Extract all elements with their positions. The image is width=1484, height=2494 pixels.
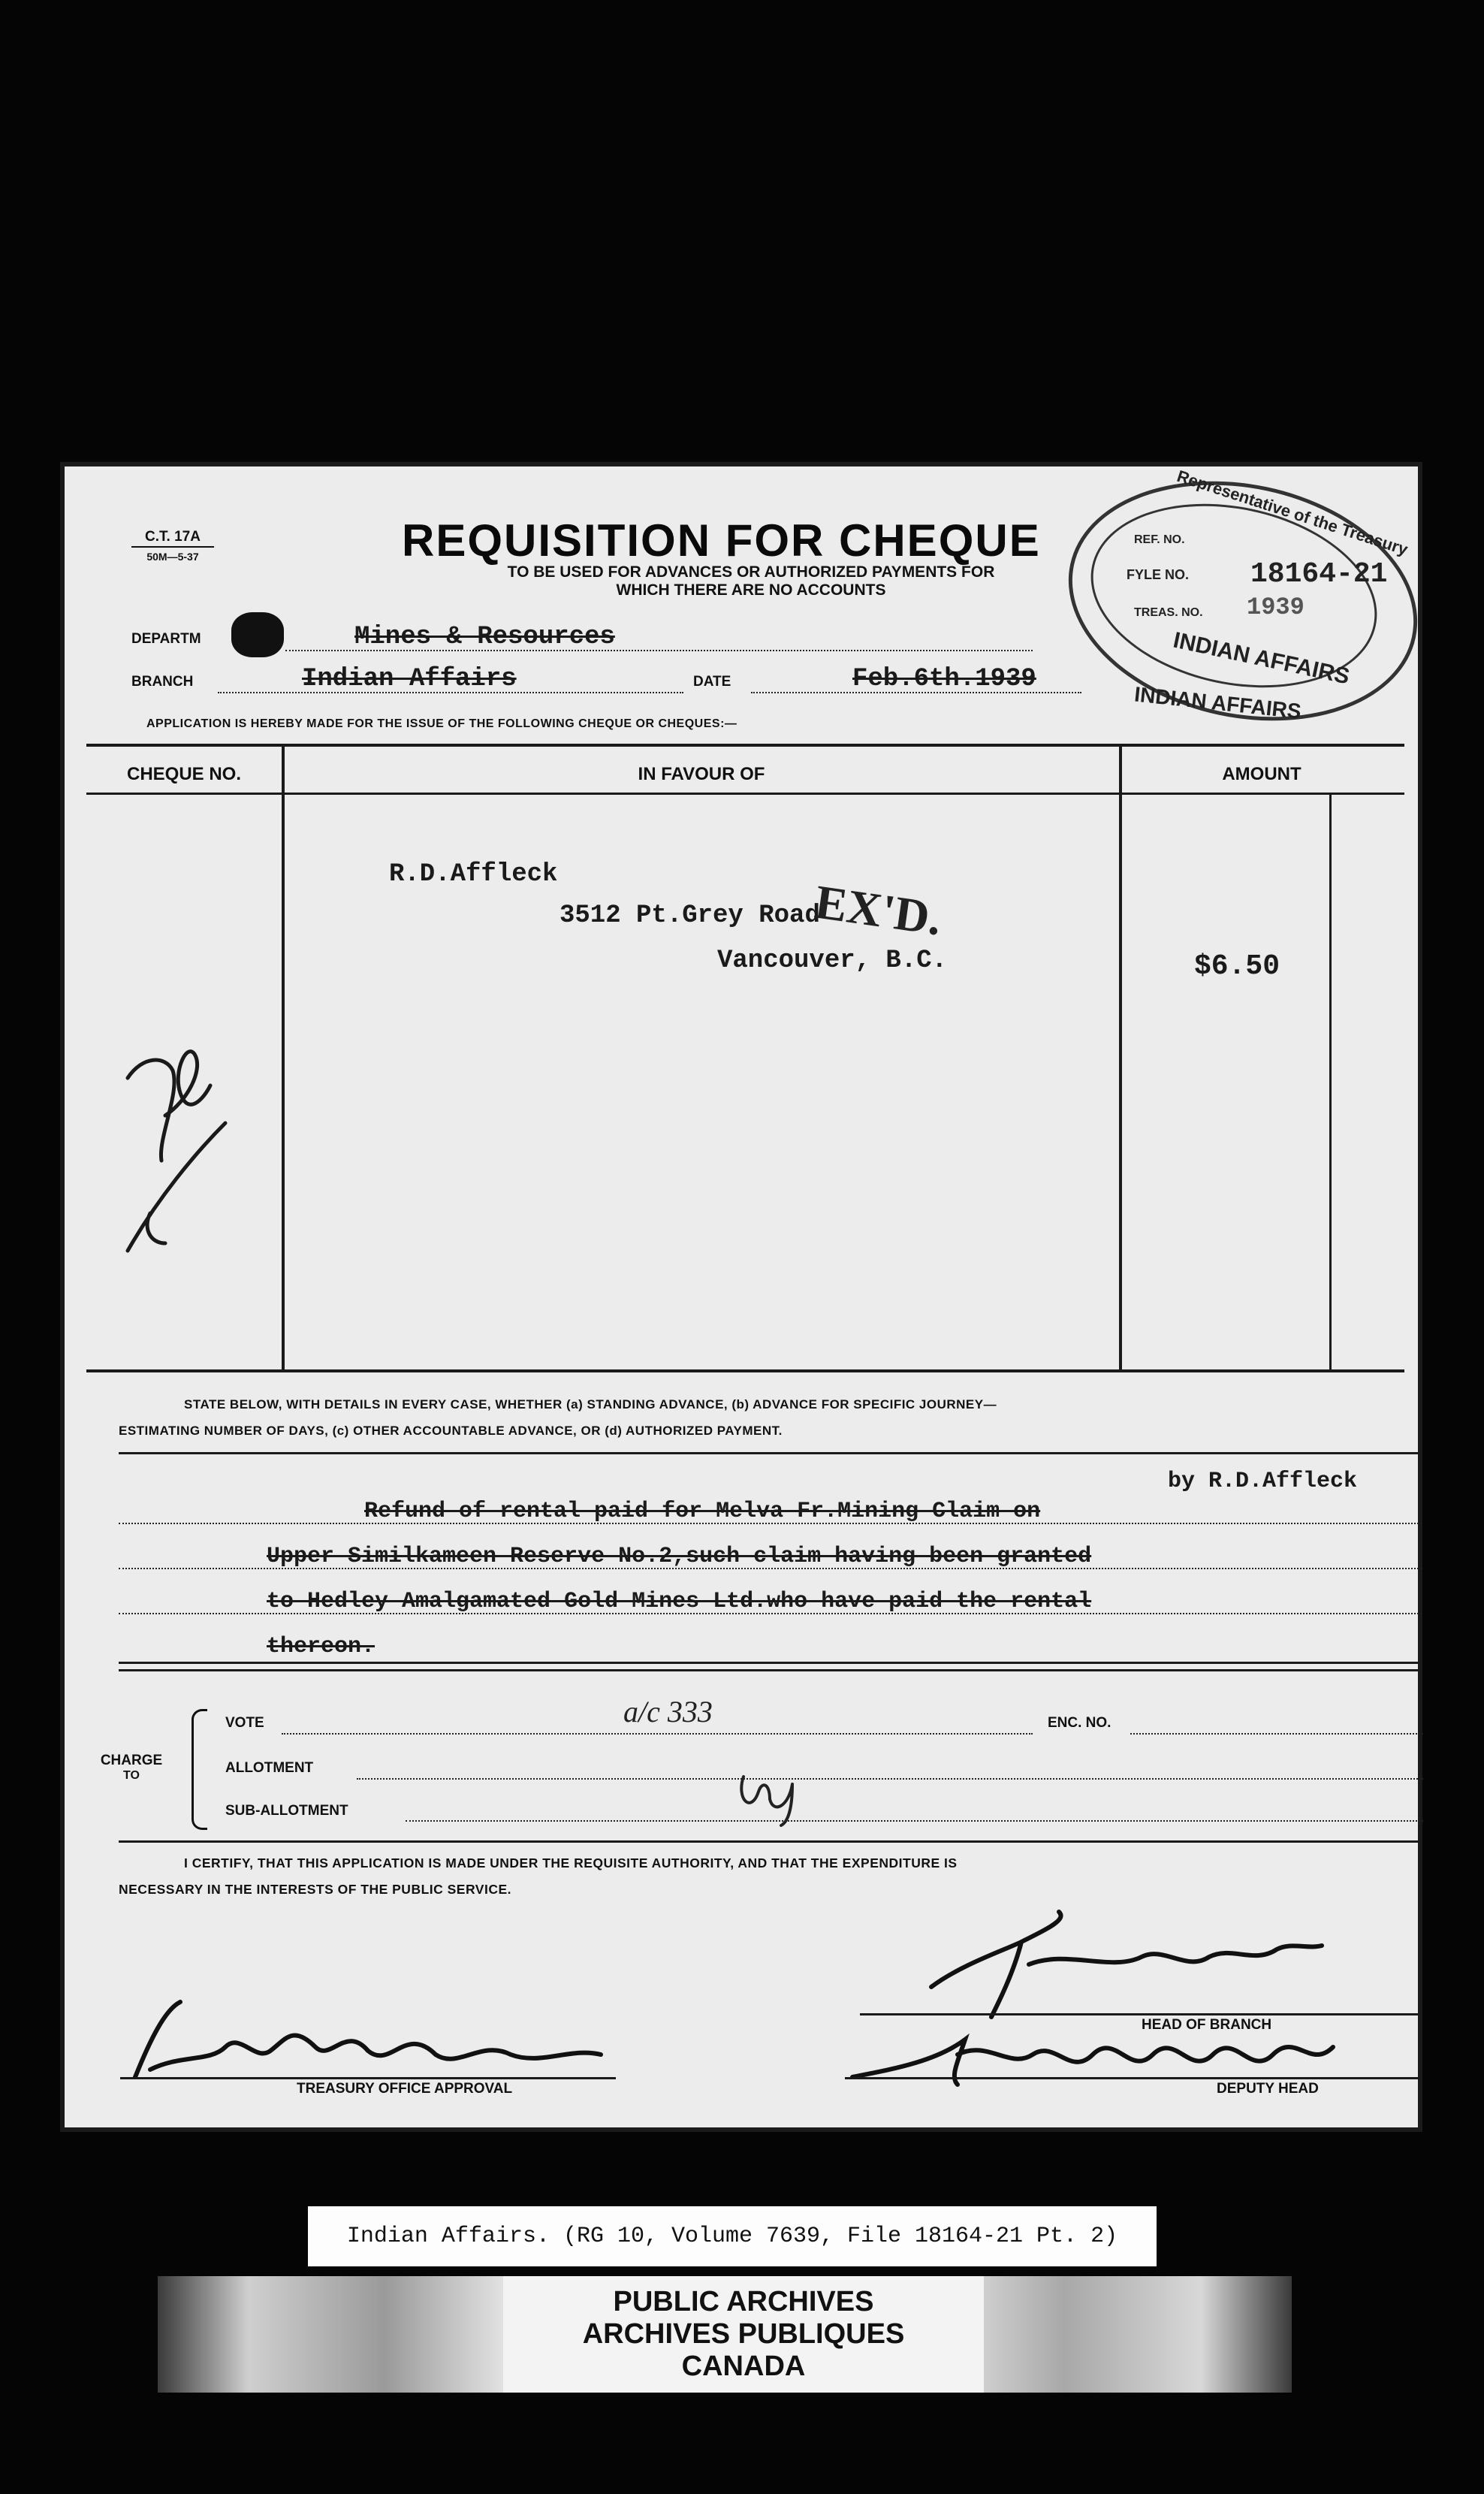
deputy-head-label: DEPUTY HEAD	[1217, 2081, 1319, 2097]
form-code-line1: C.T. 17A	[145, 529, 201, 545]
certify-line1: I CERTIFY, THAT THIS APPLICATION IS MADE UNDER THE REQUISITE AUTHORITY, AND THAT THE EXPENDITURE IS	[184, 1855, 958, 1870]
certify-line2: NECESSARY IN THE INTERESTS OF THE PUBLIC SERVICE.	[119, 1882, 512, 1897]
charge-label	[98, 1753, 165, 1783]
archive-reference: Indian Affairs. (RG 10, Volume 7639, File 18164-21 Pt. 2)	[308, 2206, 1157, 2266]
suballotment-label: SUB-ALLOTMENT	[225, 1803, 348, 1819]
handwritten-initials	[98, 1025, 248, 1273]
payee-address1: 3512 Pt.Grey Road	[560, 901, 820, 930]
to-word: TO	[123, 1769, 140, 1782]
branch-value: Indian Affairs	[302, 665, 517, 693]
date-label: DATE	[693, 674, 731, 690]
handwritten-mark	[728, 1762, 811, 1829]
form-subtitle	[406, 563, 1096, 599]
statement-detail4: thereon.	[267, 1634, 376, 1659]
statement-line2: ESTIMATING NUMBER OF DAYS, (c) OTHER ACCOUNTABLE ADVANCE, OR (d) AUTHORIZED PAYMENT.	[119, 1424, 783, 1438]
exd-stamp: EX'D.	[811, 874, 946, 946]
vote-value: a/c 333	[623, 1695, 713, 1729]
allotment-label: ALLOTMENT	[225, 1760, 314, 1776]
form-title: REQUISITION FOR CHEQUE	[402, 515, 1041, 566]
department-label: DEPARTM	[131, 631, 201, 647]
fyle-label: FYLE NO.	[1127, 567, 1190, 582]
archive-plate	[158, 2276, 1292, 2393]
payee-address2: Vancouver, B.C.	[717, 947, 948, 975]
statement-line1: STATE BELOW, WITH DETAILS IN EVERY CASE, WHETHER (a) STANDING ADVANCE, (b) ADVANCE FOR SPECIFIC JOURNEY—	[184, 1397, 997, 1412]
charge-word: CHARGE	[100, 1753, 163, 1768]
archive-line2: ARCHIVES PUBLIQUES	[582, 2318, 905, 2350]
date-value: Feb.6th.1939	[852, 665, 1036, 693]
treas-label: TREAS. NO.	[1134, 606, 1203, 619]
statement-detail1: Refund of rental paid for Melva Fr.Mining Claim on	[364, 1499, 1041, 1524]
col-in-favour-of: IN FAVOUR OF	[638, 764, 765, 784]
subtitle-line2: WHICH THERE ARE NO ACCOUNTS	[616, 581, 886, 599]
application-line: APPLICATION IS HEREBY MADE FOR THE ISSUE OF THE FOLLOWING CHEQUE OR CHEQUES:—	[146, 717, 737, 730]
form-code-line2: 50M—5-37	[146, 551, 199, 563]
statement-by: by R.D.Affleck	[1168, 1469, 1358, 1494]
amount-value: $6.50	[1194, 950, 1280, 983]
stamp-text-top: Representative of the Treasury	[1175, 466, 1410, 560]
statement-detail3: to Hedley Amalgamated Gold Mines Ltd.who have paid the rental	[267, 1589, 1092, 1614]
vote-label: VOTE	[225, 1715, 264, 1731]
subtitle-line1: TO BE USED FOR ADVANCES OR AUTHORIZED PAYMENTS FOR	[507, 563, 995, 581]
treas-value: 1939	[1247, 593, 1305, 621]
enc-no-label: ENC. NO.	[1048, 1715, 1111, 1731]
archive-plate-text	[503, 2276, 984, 2393]
payee-name: R.D.Affleck	[389, 860, 558, 889]
redaction-blot	[231, 612, 284, 657]
form-code	[131, 530, 214, 564]
stamp-indian-affairs-1: INDIAN AFFAIRS	[1171, 627, 1352, 690]
col-amount: AMOUNT	[1222, 764, 1302, 784]
department-value: Mines & Resources	[354, 623, 615, 651]
archive-line1: PUBLIC ARCHIVES	[613, 2286, 874, 2317]
statement-detail2: Upper Similkameen Reserve No.2,such claim having been granted	[267, 1544, 1092, 1569]
treasury-approval-label: TREASURY OFFICE APPROVAL	[297, 2081, 513, 2097]
branch-label: BRANCH	[131, 674, 194, 690]
fyle-value: 18164-21	[1250, 558, 1388, 590]
signature-head-of-branch	[916, 1904, 1337, 2024]
ref-no-label: REF. NO.	[1134, 533, 1185, 546]
col-cheque-no: CHEQUE NO.	[126, 764, 241, 784]
charge-bracket	[192, 1709, 207, 1830]
requisition-form	[60, 462, 1422, 2132]
head-of-branch-label: HEAD OF BRANCH	[1142, 2017, 1272, 2033]
archive-line3: CANADA	[681, 2351, 806, 2382]
stamp-indian-affairs-2: INDIAN AFFAIRS	[1133, 682, 1303, 723]
